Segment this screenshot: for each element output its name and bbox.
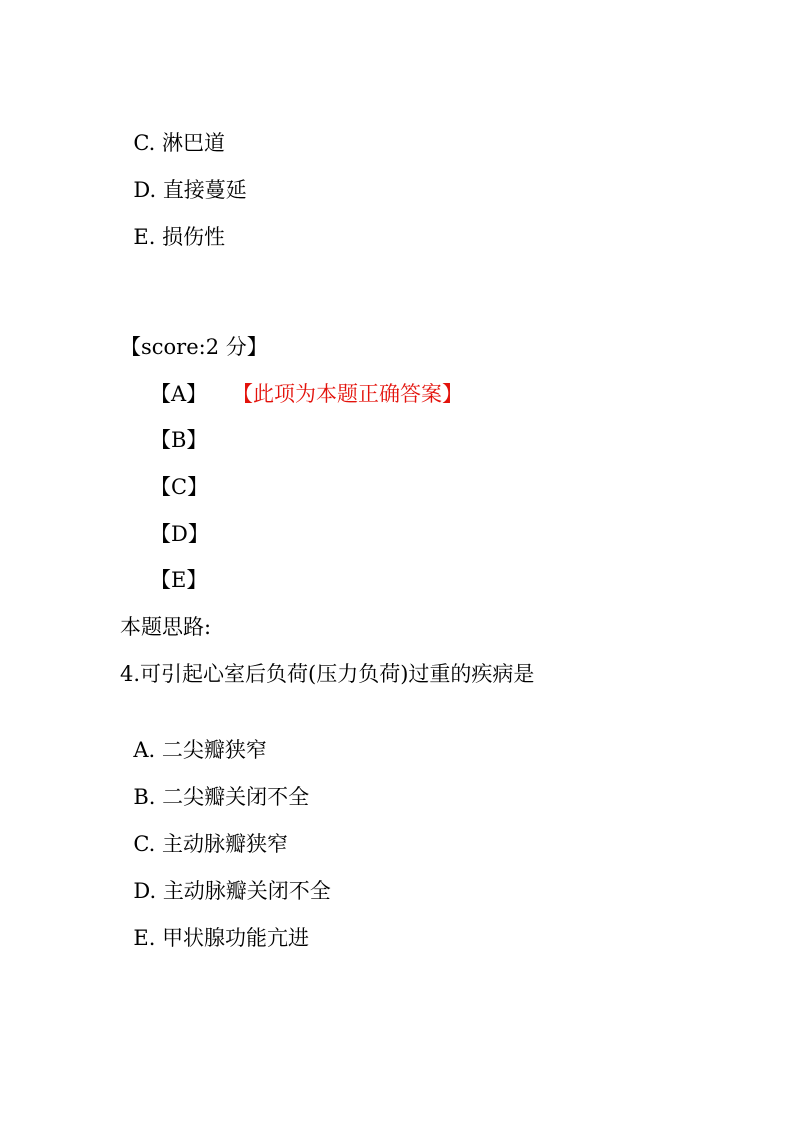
answer-choice-e: 【E】 <box>150 568 208 592</box>
score-label: 【score:2 分】 <box>120 335 268 359</box>
option-text: 损伤性 <box>162 225 226 249</box>
option-e <box>120 192 225 252</box>
option-text: 主动脉瓣关闭不全 <box>162 879 331 903</box>
option-letter: A. <box>133 738 156 762</box>
option-letter: D. <box>133 879 157 903</box>
option-text: 淋巴道 <box>162 131 226 155</box>
analysis-label: 本题思路: <box>120 615 212 639</box>
option-text: 直接蔓延 <box>162 178 247 202</box>
correct-answer-note: 【此项为本题正确答案】 <box>232 382 463 406</box>
option-text: 主动脉瓣狭窄 <box>162 832 289 856</box>
question-option-e <box>120 893 309 953</box>
option-text: 甲状腺功能亢进 <box>162 926 310 950</box>
answer-choice-a: 【A】 <box>150 382 208 406</box>
option-text: 二尖瓣关闭不全 <box>162 785 310 809</box>
option-letter: B. <box>133 785 156 809</box>
answer-choice-b: 【B】 <box>150 428 208 452</box>
option-letter: C. <box>133 131 156 155</box>
answer-choice-d: 【D】 <box>150 522 209 546</box>
option-letter: D. <box>133 178 157 202</box>
option-letter: E. <box>133 926 156 950</box>
option-letter: E. <box>133 225 156 249</box>
question-text: 4.可引起心室后负荷(压力负荷)过重的疾病是 <box>120 662 535 686</box>
answer-choice-c: 【C】 <box>150 475 209 499</box>
option-text: 二尖瓣狭窄 <box>161 738 267 762</box>
option-letter: C. <box>133 832 156 856</box>
